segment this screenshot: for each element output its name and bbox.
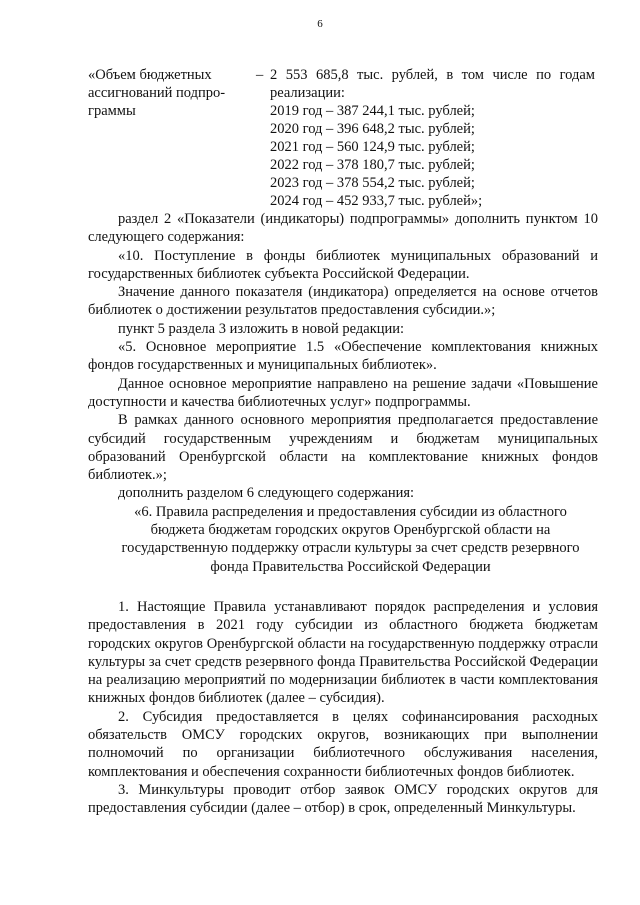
rule-paragraph: 2. Субсидия предоставляется в целях софинансирования расходных обязательств ОМСУ городских округов, возникающих при выполнении полномочий по организации библиотечного обслуживания населения, комплектования и обеспечения сохранности библиотечных фондов библиотек. — [88, 708, 598, 780]
budget-year: 2022 год – 378 180,7 тыс. рублей; — [270, 157, 475, 173]
budget-label-line: ассигнований подпро- — [88, 85, 226, 101]
page-number: 6 — [317, 18, 323, 30]
paragraph: Значение данного показателя (индикатора) определяется на основе отчетов библиотек о достижении результатов предоставления субсидии.»; — [88, 284, 598, 319]
paragraph: раздел 2 «Показатели (индикаторы) подпрограммы» дополнить пунктом 10 следующего содержания: — [88, 211, 598, 246]
document-body — [88, 210, 598, 818]
section-title: «6. Правила распределения и предоставления субсидии из областного бюджета бюджетам городских округов Оренбургской области на государственную поддержку отрасли культуры за счет средств резервного фонда Правительства Российской Федерации — [121, 503, 580, 575]
budget-total: 2 553 685,8 тыс. рублей, в том числе по годам — [270, 67, 595, 83]
budget-year: 2023 год – 378 554,2 тыс. рублей; — [270, 175, 475, 191]
budget-year: 2019 год – 387 244,1 тыс. рублей; — [270, 103, 475, 119]
paragraph: Данное основное мероприятие направлено на решение задачи «Повышение доступности и качества библиотечных услуг» подпрограммы. — [88, 375, 598, 410]
paragraph: В рамках данного основного мероприятия предполагается предоставление субсидий государственным учреждениям и бюджетам муниципальных образований Оренбургской области на комплектование книжных фондов библиотек.»; — [88, 412, 598, 484]
paragraph: дополнить разделом 6 следующего содержания: — [118, 485, 415, 502]
budget-realization: реализации: — [270, 85, 345, 101]
budget-year: 2020 год – 396 648,2 тыс. рублей; — [270, 121, 475, 137]
spacer — [88, 576, 598, 598]
budget-year: 2024 год – 452 933,7 тыс. рублей»; — [270, 193, 483, 209]
budget-label-line: граммы — [88, 103, 136, 119]
paragraph: «5. Основное мероприятие 1.5 «Обеспечение комплектования книжных фондов государственных и муниципальных библиотек». — [88, 339, 598, 374]
rule-paragraph: 3. Минкультуры проводит отбор заявок ОМСУ городских округов для предоставления субсидии (далее – отбор) в срок, определенный Минкультуры. — [88, 781, 598, 817]
budget-label-line: «Объем бюджетных — [88, 67, 212, 83]
rule-paragraph: 1. Настоящие Правила устанавливают порядок распределения и условия предоставления в 2021 году субсидии из областного бюджета бюджетам городских округов Оренбургской области на государственную поддержку отрасли культуры за счет средств резервного фонда Правительства Российской Федерации на реализацию мероприятий по модернизации библиотек в части комплектования книжных фондов библиотек (далее – субсидия). — [88, 598, 598, 707]
budget-values — [270, 66, 595, 210]
budget-year: 2021 год – 560 124,9 тыс. рублей; — [270, 139, 475, 155]
paragraph: пункт 5 раздела 3 изложить в новой редакции: — [118, 320, 405, 337]
paragraph: «10. Поступление в фонды библиотек муниципальных образований и государственных библиотек субъекта Российской Федерации. — [88, 247, 598, 282]
budget-label — [88, 66, 253, 120]
budget-dash: – — [256, 67, 264, 83]
